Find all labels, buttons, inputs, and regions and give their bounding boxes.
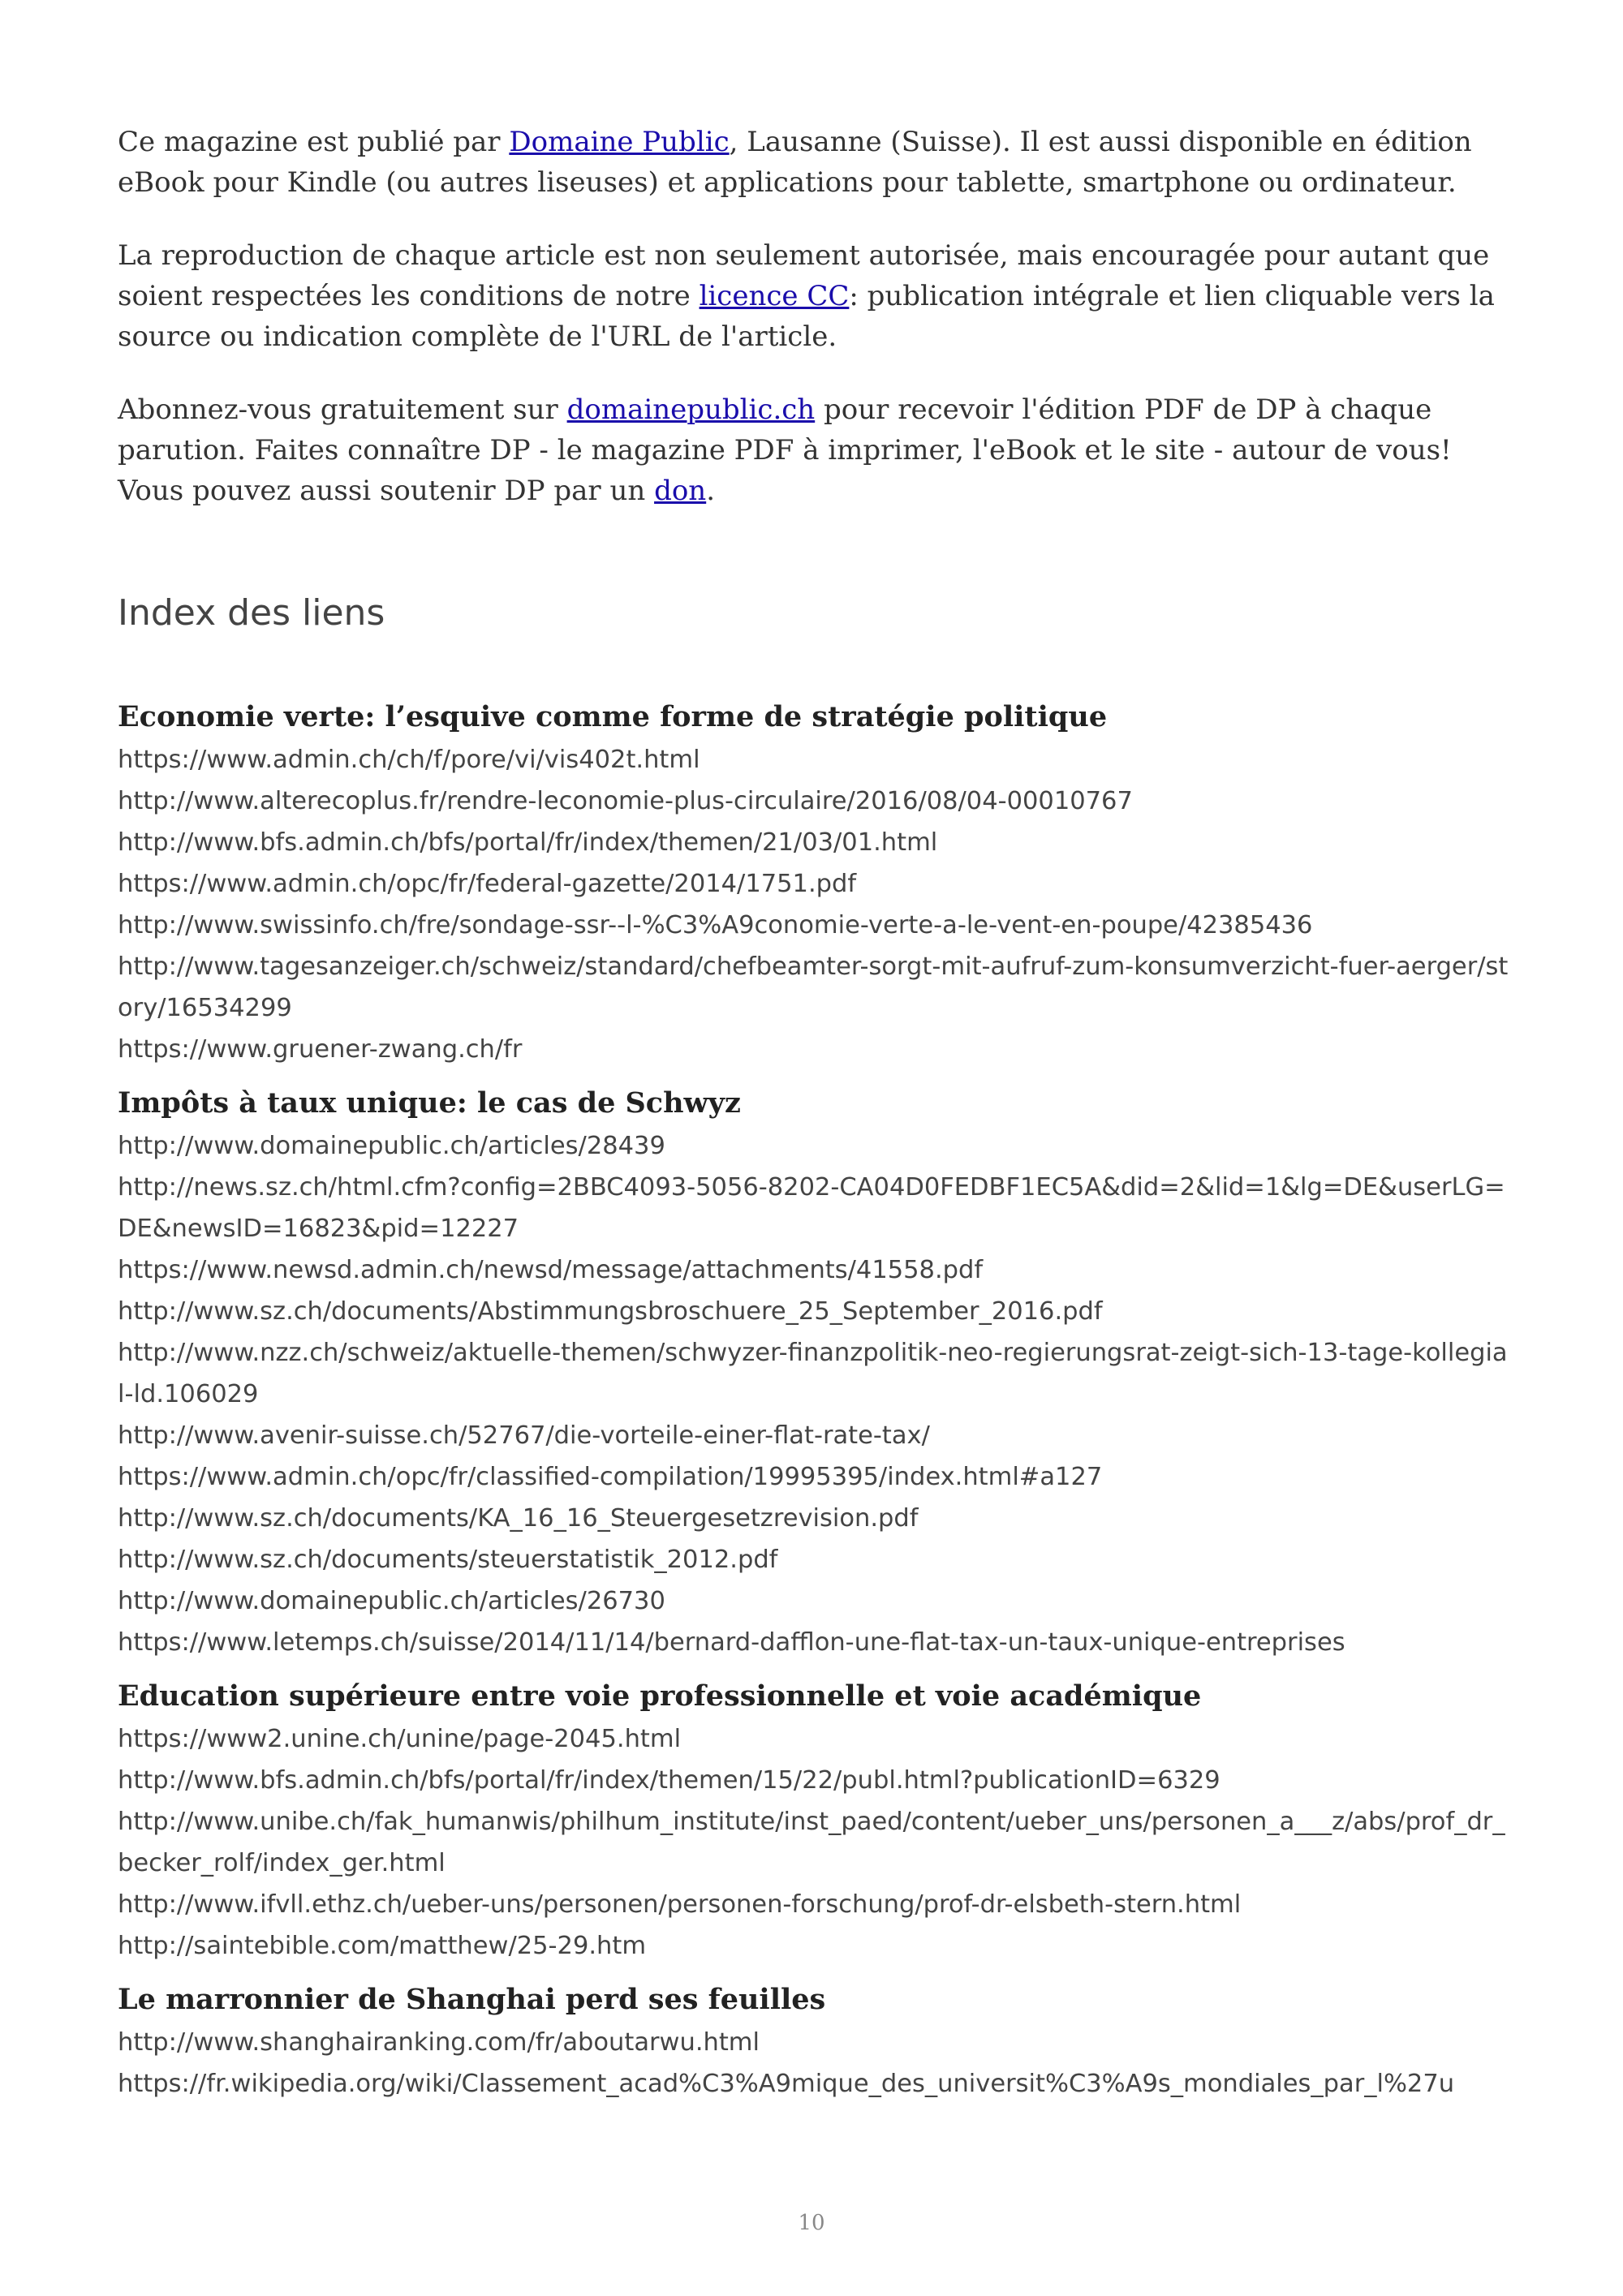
intro-paragraph-2 xyxy=(118,235,1513,357)
intro-p2-text-after: : publication intégrale et lien cliquable vers la source ou indication complète de l'URL de l'article. xyxy=(118,280,1495,353)
index-link[interactable]: http://www.alterecoplus.fr/rendre-leconomie-plus-circulaire/2016/08/04-00010767 xyxy=(118,787,1133,815)
index-title: Index des liens xyxy=(118,592,385,634)
index-link[interactable]: http://news.sz.ch/html.cfm?config=2BBC4093-5056-8202-CA04D0FEDBF1EC5A&did=2&lid=1&lg=DE&userLG=DE&newsID=16823&pid=12227 xyxy=(118,1173,1505,1243)
page-number: 10 xyxy=(798,2211,825,2235)
index-link[interactable]: http://www.shanghairanking.com/fr/aboutarwu.html xyxy=(118,2028,760,2057)
intro-paragraph-3 xyxy=(118,389,1513,511)
intro-p3-text-middle: pour recevoir l'édition PDF de DP à chaque parution. Faites connaître DP - le magazine PDF à imprimer, l'eBook et le site - autour de vous! Vous pouvez aussi soutenir DP par un xyxy=(118,393,1452,507)
index-link[interactable]: https://www.letemps.ch/suisse/2014/11/14/bernard-dafflon-une-flat-tax-un-taux-unique-entreprises xyxy=(118,1628,1345,1657)
index-link[interactable]: https://www.admin.ch/ch/f/pore/vi/vis402t.html xyxy=(118,746,700,774)
link-list xyxy=(118,739,1513,1070)
intro-p1-text-before: Ce magazine est publié par xyxy=(118,126,510,158)
section-title: Education supérieure entre voie professionnelle et voie académique xyxy=(118,1679,1202,1713)
link-list xyxy=(118,1718,1513,1967)
document-page xyxy=(118,122,1513,2116)
index-section xyxy=(118,1081,1513,1663)
index-link[interactable]: http://www.avenir-suisse.ch/52767/die-vorteile-einer-flat-rate-tax/ xyxy=(118,1421,930,1450)
index-link[interactable]: http://www.domainepublic.ch/articles/28439 xyxy=(118,1132,665,1160)
index-link[interactable]: https://www.gruener-zwang.ch/fr xyxy=(118,1035,523,1064)
index-link[interactable]: http://www.domainepublic.ch/articles/26730 xyxy=(118,1587,665,1615)
index-section xyxy=(118,1978,1513,2105)
link-list xyxy=(118,2022,1513,2105)
index-link[interactable]: http://www.sz.ch/documents/Abstimmungsbroschuere_25_September_2016.pdf xyxy=(118,1297,1103,1326)
intro-p3-text-after: . xyxy=(706,475,716,507)
index-link[interactable]: http://www.sz.ch/documents/steuerstatistik_2012.pdf xyxy=(118,1546,778,1574)
section-title: Economie verte: l’esquive comme forme de stratégie politique xyxy=(118,700,1108,733)
intro-p2-text-before: La reproduction de chaque article est non seulement autorisée, mais encouragée pour autant que soient respectées les conditions de notre xyxy=(118,239,1490,312)
intro-p3-text-before: Abonnez-vous gratuitement sur xyxy=(118,393,567,426)
index-link[interactable]: http://www.bfs.admin.ch/bfs/portal/fr/index/themen/21/03/01.html xyxy=(118,828,938,857)
section-title: Le marronnier de Shanghai perd ses feuilles xyxy=(118,1983,826,2016)
index-link[interactable]: http://www.swissinfo.ch/fre/sondage-ssr--l-%C3%A9conomie-verte-a-le-vent-en-poupe/42385436 xyxy=(118,911,1313,939)
don-link[interactable]: don xyxy=(654,475,707,507)
index-link[interactable]: https://www2.unine.ch/unine/page-2045.html xyxy=(118,1725,682,1753)
index-link[interactable]: http://saintebible.com/matthew/25-29.htm xyxy=(118,1932,647,1960)
index-link[interactable]: https://www.newsd.admin.ch/newsd/message/attachments/41558.pdf xyxy=(118,1256,984,1284)
index-section xyxy=(118,695,1513,1070)
index-link[interactable]: http://www.bfs.admin.ch/bfs/portal/fr/index/themen/15/22/publ.html?publicationID=6329 xyxy=(118,1766,1220,1795)
index-link[interactable]: http://www.sz.ch/documents/KA_16_16_Steuergesetzrevision.pdf xyxy=(118,1504,919,1533)
index-link[interactable]: http://www.nzz.ch/schweiz/aktuelle-themen/schwyzer-finanzpolitik-neo-regierungsrat-zeigt-sich-13-tage-kollegial-ld.106029 xyxy=(118,1339,1508,1408)
domainepublic-link[interactable]: domainepublic.ch xyxy=(566,393,816,426)
index-link[interactable]: https://fr.wikipedia.org/wiki/Classement_acad%C3%A9mique_des_universit%C3%A9s_mondiales_par_l%27u xyxy=(118,2070,1455,2098)
intro-p1-text-after: , Lausanne (Suisse). Il est aussi disponible en édition eBook pour Kindle (ou autres liseuses) et applications pour tablette, smartphone ou ordinateur. xyxy=(118,126,1472,199)
domaine-public-link[interactable]: Domaine Public xyxy=(509,126,730,158)
index-link[interactable]: http://www.ifvll.ethz.ch/ueber-uns/personen/personen-forschung/prof-dr-elsbeth-stern.html xyxy=(118,1890,1242,1919)
index-link[interactable]: https://www.admin.ch/opc/fr/classified-compilation/19995395/index.html#a127 xyxy=(118,1463,1103,1491)
licence-cc-link[interactable]: licence CC xyxy=(699,280,850,312)
index-section xyxy=(118,1675,1513,1967)
intro-paragraph-1 xyxy=(118,122,1513,203)
index-link[interactable]: http://www.tagesanzeiger.ch/schweiz/standard/chefbeamter-sorgt-mit-aufruf-zum-konsumverzicht-fuer-aerger/story/16534299 xyxy=(118,952,1509,1022)
index-link[interactable]: https://www.admin.ch/opc/fr/federal-gazette/2014/1751.pdf xyxy=(118,870,857,898)
index-sections xyxy=(118,695,1513,2105)
link-list xyxy=(118,1125,1513,1663)
index-link[interactable]: http://www.unibe.ch/fak_humanwis/philhum_institute/inst_paed/content/ueber_uns/personen_a___z/abs/prof_dr_becker_rolf/index_ger.html xyxy=(118,1808,1505,1877)
section-title: Impôts à taux unique: le cas de Schwyz xyxy=(118,1086,741,1120)
